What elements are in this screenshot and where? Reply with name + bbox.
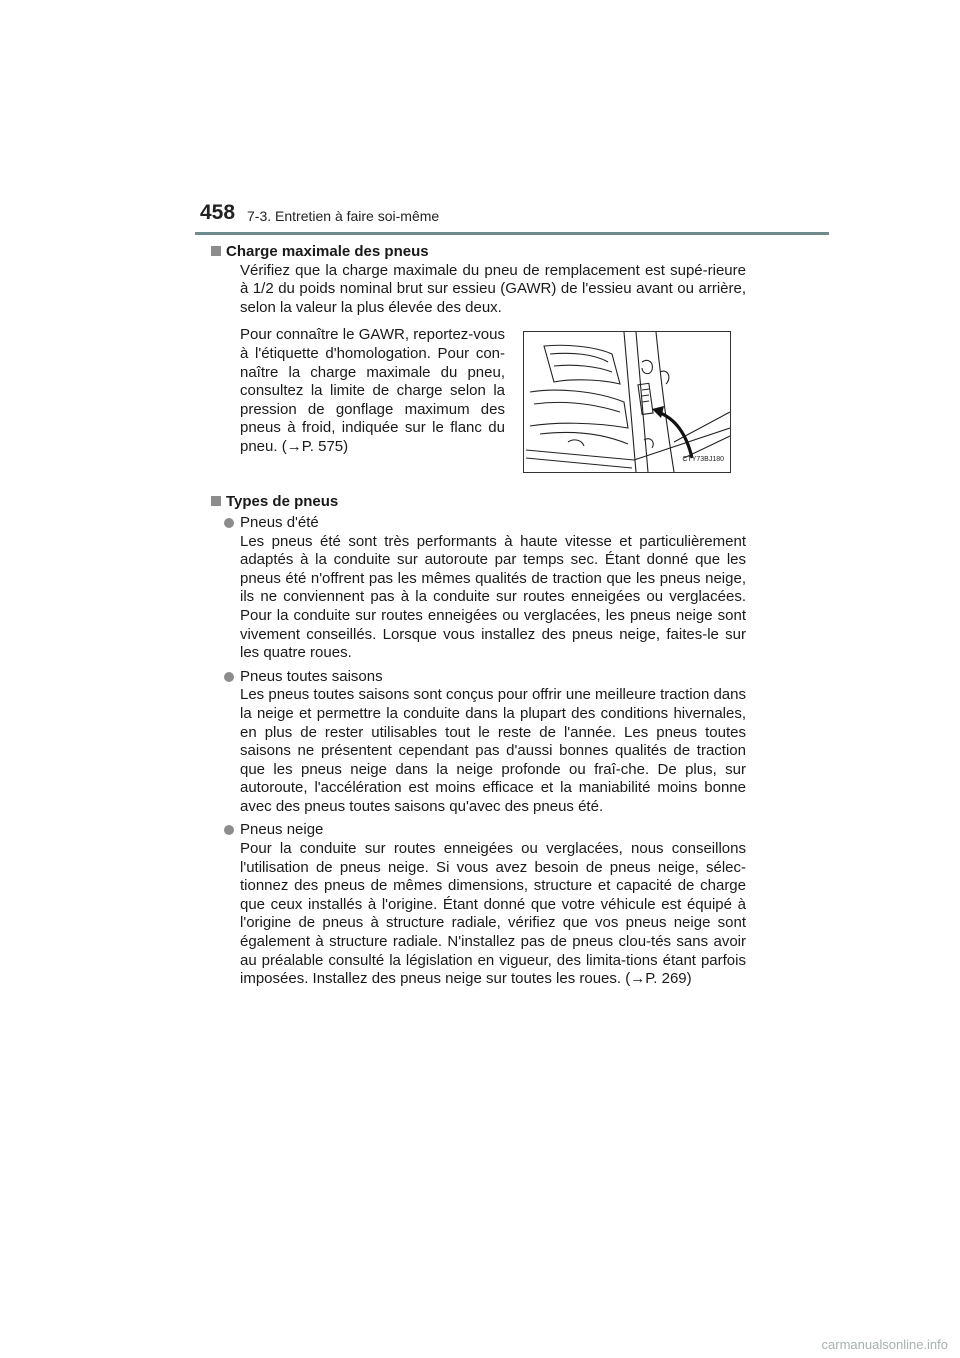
list-item-label: Pneus neige <box>211 821 746 840</box>
gawr-paragraph: Pour connaître le GAWR, reportez-vous à l'étiquette d'homologation. Pour con-naître la charge maximale du pneu, consultez la limite de charge selon la pression de gonflage maximum des pneus à froid, indiquée sur le flanc du pneu. (→P. 575) <box>240 326 505 455</box>
certification-label-illustration <box>523 331 731 473</box>
list-item-text: Les pneus toutes saisons sont conçus pour offrir une meilleure traction dans la neige et permettre la conduite dans la plupart des conditions hivernales, en plus de rester utilisables tout le reste de l'année. Les pneus toutes saisons ne présentent cependant pas d'aussi bonnes qualités de traction que les pneus neige dans la neige profonde ou fraî-che. De plus, sur autoroute, l'accélération est moins efficace et la maniabilité moins bonne avec des pneus toutes saisons qu'avec des pneus été. <box>240 686 746 815</box>
list-item-text: Pour la conduite sur routes enneigées ou verglacées, nous conseillons l'utilisation de pneus neige. Si vous avez besoin de pneus neige, sélec-tionnez des pneus de mêmes dimensions, structure et capacité de charge que ceux installés à l'origine. Étant donné que votre véhicule est équipé à l'origine de pneus à structure radiale, vérifiez que vos pneus neige sont également à structure radiale. N'installez pas de pneus clou-tés sans avoir au préalable consulté la législation en vigueur, des limita-tions étant parfois imposées. Installez des pneus neige sur toutes les roues. (→P. 269) <box>240 840 746 988</box>
square-bullet-icon <box>211 246 221 256</box>
page-header <box>0 0 960 240</box>
page-content <box>211 243 746 989</box>
list-item-text: Les pneus été sont très performants à haute vitesse et particulièrement adaptés à la conduite sur autoroute par temps sec. Étant donné que les pneus été n'offrent pas les mêmes qualités de traction que les pneus neige, ils ne conviennent pas à la conduite sur routes enneigées ou verglacées. Pour la conduite sur routes enneigées ou verglacées, les pneus neige sont vivement conseillés. Lorsque vous installez des pneus neige, faites-le sur les quatre roues. <box>240 532 746 662</box>
heading-types-text: Types de pneus <box>226 493 339 511</box>
page-number: 458 <box>200 201 236 224</box>
charge-info-row <box>211 326 746 473</box>
header-rule <box>195 232 829 235</box>
heading-charge-text: Charge maximale des pneus <box>226 243 429 260</box>
watermark-text: carmanualsonline.info <box>821 1337 948 1352</box>
charge-paragraph: Vérifiez que la charge maximale du pneu de remplacement est supé-rieure à 1/2 du poids nominal brut sur essieu (GAWR) de l'essieu avant ou arrière, selon la valeur la plus élevée des deux. <box>240 261 746 316</box>
round-bullet-icon <box>224 518 234 528</box>
section-title: 7-3. Entretien à faire soi-même <box>247 208 440 224</box>
list-item-label: Pneus d'été <box>211 514 746 533</box>
square-bullet-icon <box>211 496 221 506</box>
figure-caption: CTY73BJ180 <box>682 455 724 463</box>
round-bullet-icon <box>224 825 234 835</box>
heading-charge <box>211 243 746 262</box>
round-bullet-icon <box>224 672 234 682</box>
heading-types <box>211 493 746 512</box>
list-item-label: Pneus toutes saisons <box>211 668 746 687</box>
